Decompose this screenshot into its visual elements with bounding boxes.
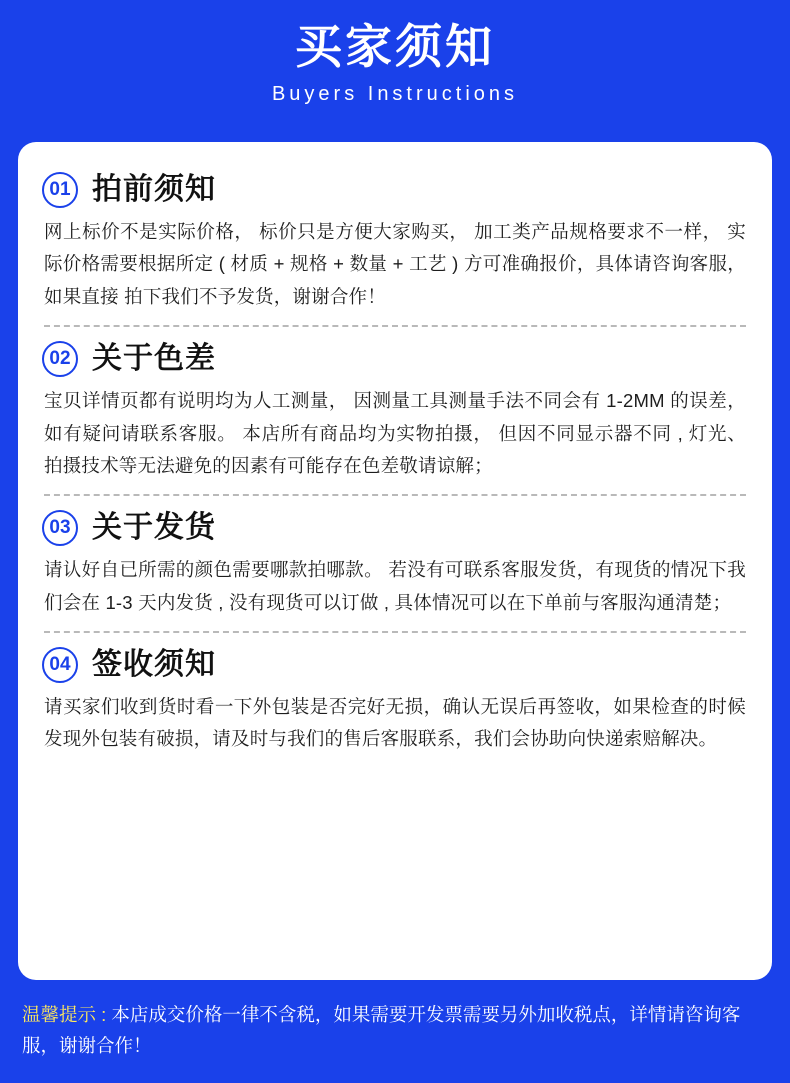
section-02-title: 关于色差 bbox=[92, 342, 216, 376]
section-01-number: 01 bbox=[42, 172, 78, 208]
page-subtitle: Buyers Instructions bbox=[271, 82, 519, 105]
section-04-body: 请买家们收到货时看一下外包装是否完好无损，确认无误后再签收，如果检查的时候发现外包装有破损，请及时与我们的售后客服联系，我们会协助向快递索赔解决。 bbox=[44, 696, 746, 750]
section-03-number: 03 bbox=[42, 510, 78, 546]
footer-label: 温馨提示 : bbox=[22, 1004, 107, 1025]
divider-2 bbox=[44, 494, 746, 496]
section-01 bbox=[42, 172, 748, 313]
section-03-title: 关于发货 bbox=[92, 511, 216, 545]
section-04-header bbox=[42, 647, 748, 683]
divider-1 bbox=[44, 325, 746, 327]
section-01-title: 拍前须知 bbox=[92, 173, 216, 206]
section-04-number: 04 bbox=[42, 647, 78, 683]
instructions-card bbox=[18, 142, 772, 980]
section-02-body: 宝贝详情页都有说明均为人工测量， 因测量工具测量手法不同会有 1-2MM 的误差， 如有疑问请联系客服。 本店所有商品均为实物拍摄， 但因不同显示器不同 , 灯光、 拍摄技术等无法避免的因素有可能存在色差敬请谅解； bbox=[44, 390, 746, 476]
section-03-body: 请认好自已所需的颜色需要哪款拍哪款。 若没有可联系客服发货，有现货的情况下我们会在 1-3 天内发货 , 没有现货可以订做 , 具体情况可以在下单前与客服沟通清楚； bbox=[44, 559, 746, 613]
section-03 bbox=[42, 510, 748, 619]
section-02-header bbox=[42, 341, 748, 377]
section-02-number: 02 bbox=[42, 341, 78, 377]
section-04 bbox=[42, 647, 748, 756]
page-header bbox=[0, 0, 790, 106]
divider-3 bbox=[44, 631, 746, 633]
section-01-body: 网上标价不是实际价格， 标价只是方便大家购买， 加工类产品规格要求不一样， 实际价格需要根据所定 ( 材质 + 规格 + 数量 + 工艺 ) 方可准确报价，具体请咨询客服， 如果直接 拍下我们不予发货，谢谢合作！ bbox=[44, 221, 746, 307]
page-title: 买家须知 bbox=[295, 20, 495, 73]
section-01-header bbox=[42, 172, 748, 208]
section-03-header bbox=[42, 510, 748, 546]
section-04-title: 签收须知 bbox=[92, 648, 216, 681]
footer-text: 本店成交价格一律不含税，如果需要开发票需要另外加收税点，详情请咨询客服，谢谢合作！ bbox=[22, 1004, 741, 1056]
footer-note bbox=[22, 1000, 770, 1061]
section-02 bbox=[42, 341, 748, 482]
